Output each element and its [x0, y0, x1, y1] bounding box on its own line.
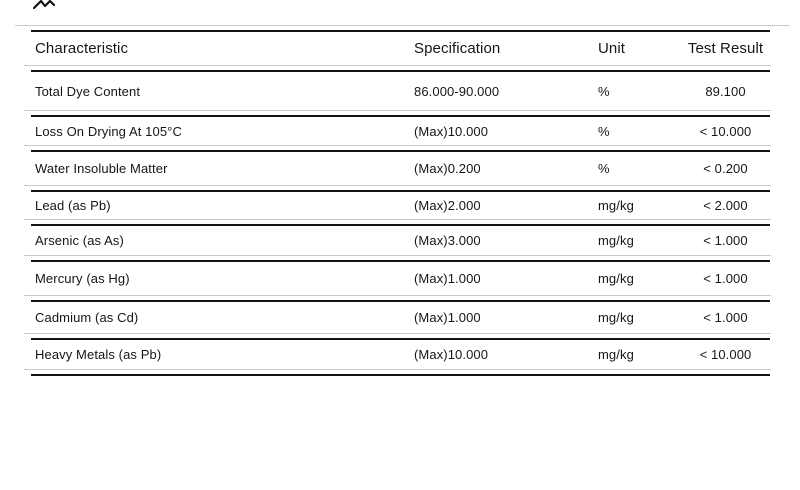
table-row [31, 152, 770, 185]
cell-test-result: < 0.200 [703, 161, 748, 176]
cell-unit: mg/kg [598, 271, 634, 286]
cell-specification: (Max)0.200 [414, 161, 481, 176]
cell-specification: (Max)1.000 [414, 271, 481, 286]
cell-test-result: < 1.000 [703, 310, 748, 325]
cell-characteristic: Mercury (as Hg) [35, 271, 130, 286]
cell-characteristic: Water Insoluble Matter [35, 161, 168, 176]
cell-unit: % [598, 161, 610, 176]
cell-unit: mg/kg [598, 198, 634, 213]
row-divider [31, 333, 770, 340]
cell-characteristic: Arsenic (as As) [35, 233, 124, 248]
cell-test-result: < 1.000 [703, 233, 748, 248]
table-top-border [31, 25, 770, 32]
header-unit: Unit [598, 40, 626, 57]
cell-specification: (Max)10.000 [414, 123, 489, 139]
cell-characteristic: Heavy Metals (as Pb) [35, 347, 162, 362]
cell-unit: mg/kg [598, 233, 634, 248]
table-row [31, 226, 770, 255]
table-bottom-border [31, 369, 770, 376]
cell-specification: (Max)10.000 [414, 347, 489, 362]
cell-characteristic: Cadmium (as Cd) [35, 310, 139, 325]
table-row [31, 340, 770, 369]
table-row [31, 117, 770, 145]
table-row [31, 72, 770, 110]
cell-unit: mg/kg [598, 347, 634, 362]
row-divider [31, 185, 770, 192]
cell-test-result: < 10.000 [699, 347, 752, 362]
row-divider [31, 110, 770, 117]
cell-test-result: < 10.000 [699, 123, 752, 139]
header-specification: Specification [414, 40, 501, 57]
cell-test-result: < 1.000 [703, 271, 748, 286]
cell-characteristic: Total Dye Content [35, 83, 141, 99]
table-row [31, 302, 770, 333]
cell-unit: mg/kg [598, 310, 634, 325]
cell-specification: (Max)1.000 [414, 310, 481, 325]
cell-unit: % [598, 83, 610, 99]
row-divider [31, 219, 770, 226]
row-divider [31, 145, 770, 152]
cell-specification: 86.000-90.000 [414, 83, 500, 99]
header-test-result: Test Result [687, 40, 764, 57]
cell-test-result: 89.100 [705, 83, 746, 99]
cell-specification: (Max)2.000 [414, 198, 481, 213]
cell-unit: % [598, 123, 610, 139]
table-row [31, 192, 770, 219]
cell-characteristic: Lead (as Pb) [35, 198, 111, 213]
cell-test-result: < 2.000 [703, 198, 748, 213]
row-divider [31, 295, 770, 302]
cell-specification: (Max)3.000 [414, 233, 481, 248]
table-header-row [31, 32, 770, 65]
header-characteristic: Characteristic [35, 40, 129, 57]
table-row [31, 262, 770, 295]
row-divider [31, 65, 770, 72]
top-left-scribble-mark [33, 0, 59, 9]
cell-characteristic: Loss On Drying At 105°C [35, 123, 182, 139]
row-divider [31, 255, 770, 262]
specification-table [31, 25, 770, 376]
